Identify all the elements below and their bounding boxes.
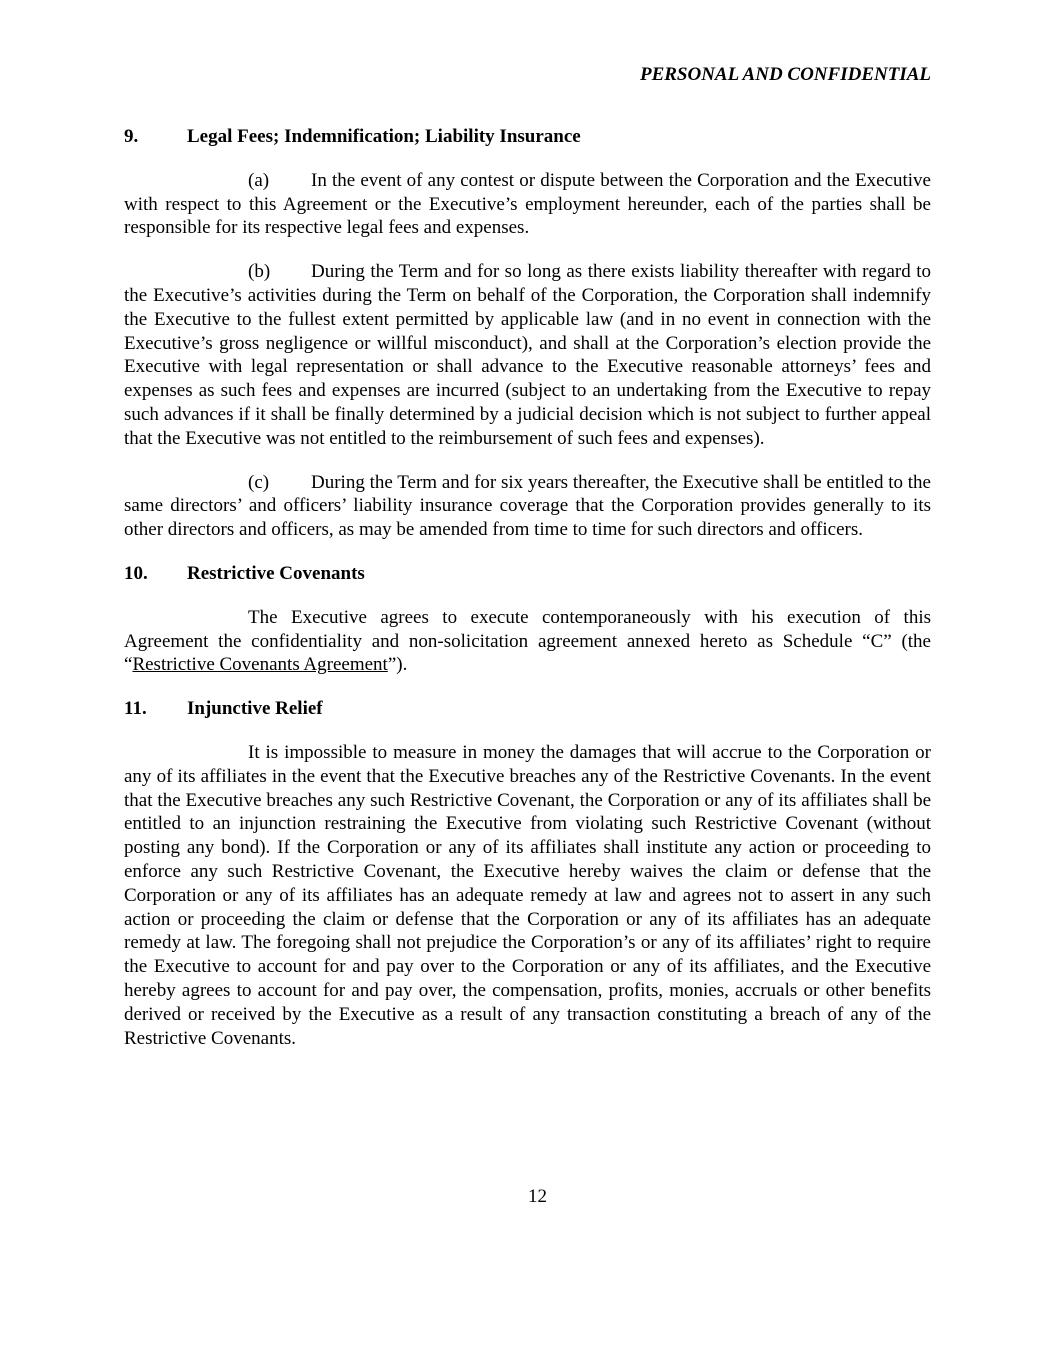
section-11-number: 11. bbox=[124, 698, 147, 720]
section-10-text-after: ”). bbox=[387, 654, 408, 676]
section-9a-label: (a) bbox=[248, 169, 270, 191]
section-10-heading bbox=[124, 562, 931, 586]
section-11-title: Injunctive Relief bbox=[187, 698, 323, 720]
section-9c-paragraph bbox=[124, 471, 931, 542]
section-9-heading bbox=[124, 125, 931, 149]
section-10-title: Restrictive Covenants bbox=[187, 562, 365, 584]
section-9b-label: (b) bbox=[248, 261, 271, 283]
section-10-number: 10. bbox=[124, 562, 148, 584]
section-9c-label: (c) bbox=[248, 471, 270, 493]
section-9c-text: During the Term and for six years thereafter, the Executive shall be entitled to the same directors’ and officers’ liability insurance coverage that the Corporation provides generally to its other directors and officers, as may be amended from time to time for such directors and officers. bbox=[124, 471, 931, 541]
section-9-title: Legal Fees; Indemnification; Liability Insurance bbox=[187, 126, 581, 147]
page-number: 12 bbox=[528, 1186, 547, 1207]
confidential-header: PERSONAL AND CONFIDENTIAL bbox=[639, 64, 931, 85]
section-9b-paragraph bbox=[124, 260, 931, 450]
section-11-paragraph: It is impossible to measure in money the damages that will accrue to the Corporation or any of its affiliates in the event that the Executive breaches any of the Restrictive Covenants. In the event that the Executive breaches any such Restrictive Covenant, the Corporation or any of its affiliates shall be entitled to an injunction restraining the Executive from violating such Restrictive Covenant (without posting any bond). If the Corporation or any of its affiliates shall institute any action or proceeding to enforce any such Restrictive Covenant, the Executive hereby waives the claim or defense that the Corporation or any of its affiliates has an adequate remedy at law and agrees not to assert in any such action or proceeding the claim or defense that the Corporation or any of its affiliates has an adequate remedy at law. The foregoing shall not prejudice the Corporation’s or any of its affiliates’ right to require the Executive to account for and pay over to the Corporation or any of its affiliates, and the Executive hereby agrees to account for and pay over, the compensation, profits, monies, accruals or other benefits derived or received by the Executive as a result of any transaction constituting a breach of any of the Restrictive Covenants. bbox=[124, 741, 931, 1049]
section-9a-paragraph bbox=[124, 169, 931, 240]
section-11-heading bbox=[124, 697, 931, 721]
section-10-text-before: The Executive agrees to execute contemporaneously with his execution of this Agreement the confidentiality and non-solicitation agreement annexed hereto as Schedule “C” (the “ bbox=[124, 606, 931, 676]
section-9a-text: In the event of any contest or dispute between the Corporation and the Executive with respect to this Agreement or the Executive’s employment hereunder, each of the parties shall be responsible for its respective legal fees and expenses. bbox=[124, 169, 931, 239]
section-9-number: 9. bbox=[124, 126, 139, 147]
document-body bbox=[124, 125, 931, 1070]
section-10-paragraph bbox=[124, 606, 931, 677]
defined-term-restrictive-covenants-agreement: Restrictive Covenants Agreement bbox=[132, 654, 388, 676]
section-9b-text: During the Term and for so long as there exists liability thereafter with regard to the Executive’s activities during the Term on behalf of the Corporation, the Corporation shall indemnify the Executive to the fullest extent permitted by applicable law (and in no event in connection with the Executive’s gross negligence or willful misconduct), and shall at the Corporation’s election provide the Executive with legal representation or shall advance to the Executive reasonable attorneys’ fees and expenses as such fees and expenses are incurred (subject to an undertaking from the Executive to repay such advances if it shall be finally determined by a judicial decision which is not subject to further appeal that the Executive was not entitled to the reimbursement of such fees and expenses). bbox=[124, 261, 931, 449]
